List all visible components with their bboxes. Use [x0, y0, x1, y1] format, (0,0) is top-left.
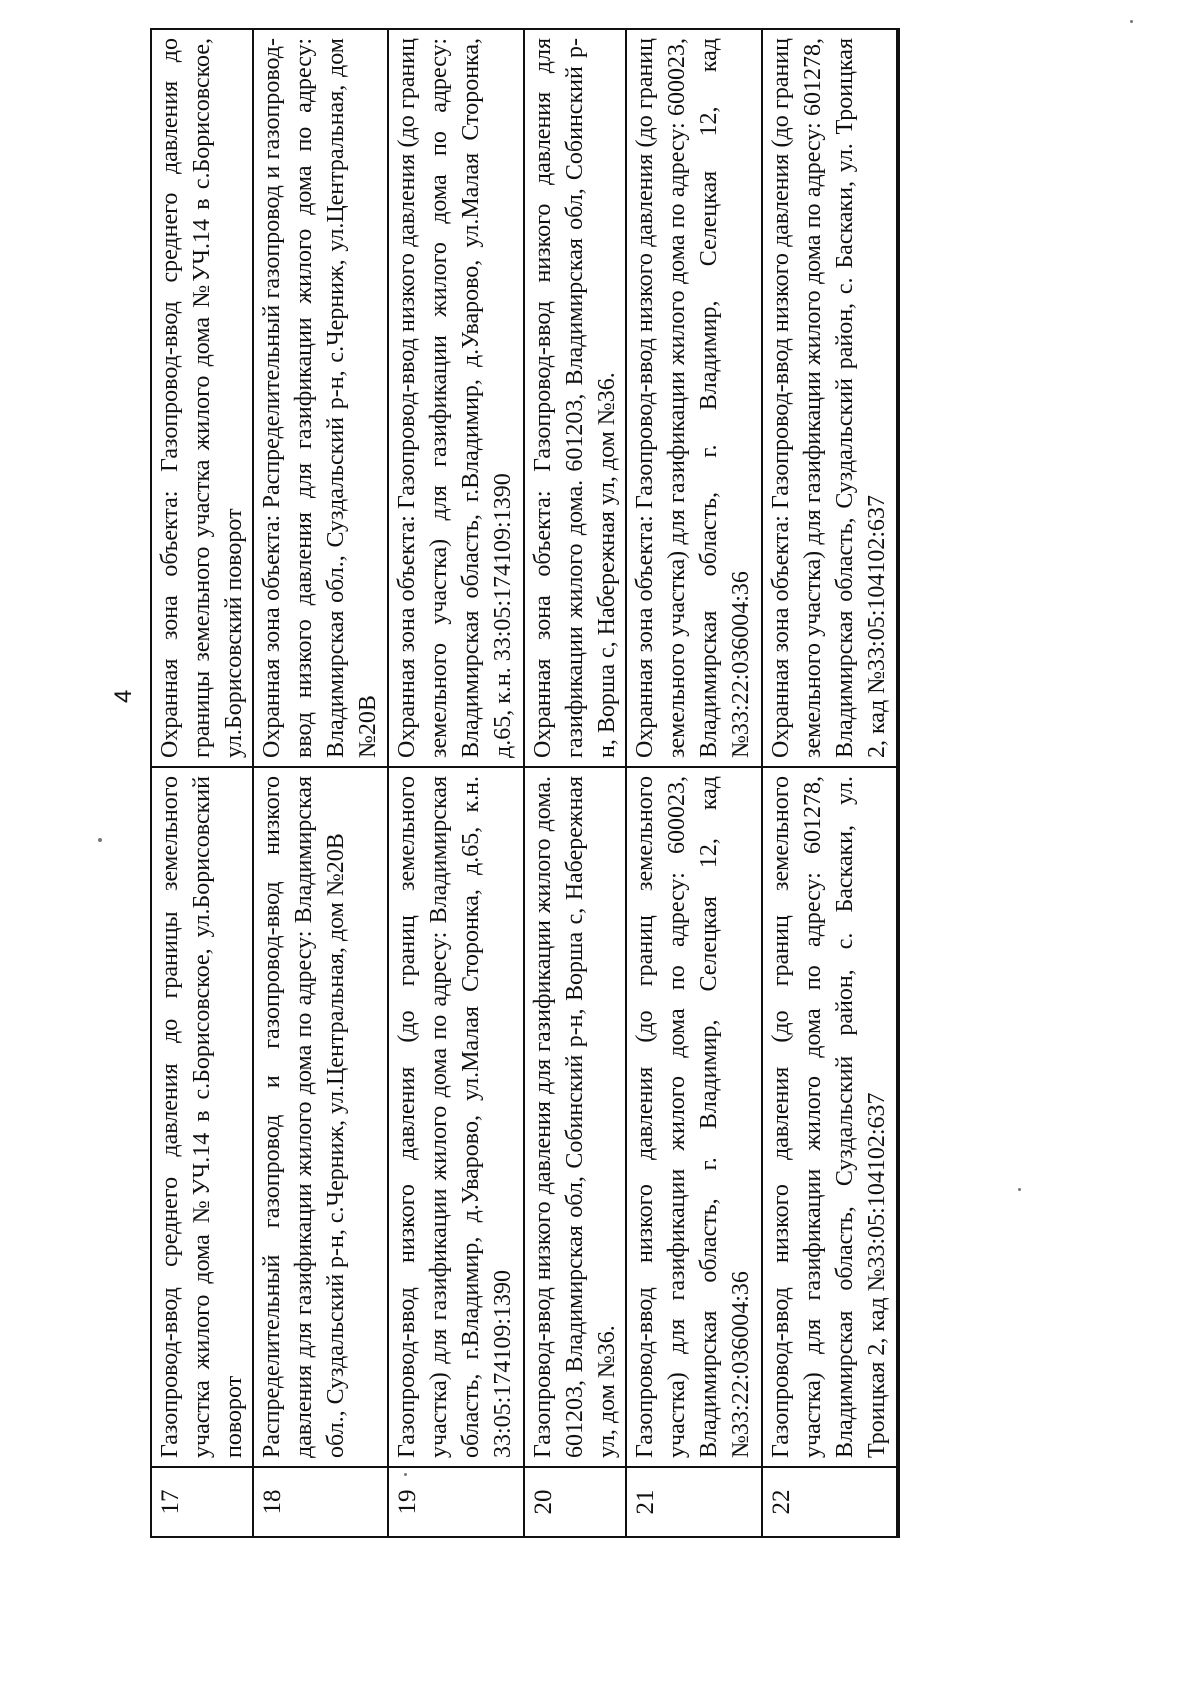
object-name-cell: Газопровод-ввод низкого давления (до границ земельного участка) для газификации жилого дома по адресу: 601278, Владимирская область, Суздальский район, с. Баскаки, ул. Троицкая 2, кад №33:05:104102:637: [763, 766, 896, 1466]
protection-zone-cell: Охранная зона объекта: Газопровод-ввод низкого давления для газификации жилого дома. 601203, Владимирская обл, Собинский р-н, Ворша с, Набережная ул, дом №36.: [529, 38, 620, 758]
table-row: [389, 30, 524, 1536]
table-row: [254, 30, 389, 1536]
object-name-cell: Газопровод-ввод среднего давления до границы земельного участка жилого дома №УЧ.14 в с.Борисовское, ул.Борисовский поворот: [152, 766, 252, 1466]
row-number: 20: [525, 1466, 626, 1536]
row-number: 21: [627, 1466, 760, 1536]
table-row: [763, 30, 898, 1536]
table-row: [627, 30, 762, 1536]
protection-zone-cell: Охранная зона объекта: Газопровод-ввод среднего давления до границы земельного участка жилого дома №УЧ.14 в с.Борисовское, ул.Борисовский поворот: [157, 38, 247, 758]
object-name-cell: Газопровод-ввод низкого давления (до границ земельного участка) для газификации жилого дома по адресу: 600023, Владимирская область, г. Владимир, Селецкая 12, кад №33:22:036004:36: [627, 766, 760, 1466]
table-row: [525, 30, 628, 1536]
scan-speck: [98, 838, 102, 842]
document-table: [150, 28, 900, 1538]
protection-zone-cell: Охранная зона объекта: Газопровод-ввод низкого давления (до границ земельного участка) для газификации жилого дома по адресу: 600023, Владимирская область, г. Владимир, Селецкая 12, кад №33:22:036004:36: [632, 38, 755, 758]
row-number: 18: [254, 1466, 387, 1536]
scan-speck: [1018, 1188, 1021, 1191]
protection-zone-cell: Охранная зона объекта: Газопровод-ввод низкого давления (до границ земельного участка) для газификации жилого дома по адресу: 601278, Владимирская область, Суздальский район, с. Баскаки, ул. Троицкая 2, кад №33:05:104102:637: [767, 38, 890, 758]
scan-speck: [1130, 20, 1133, 23]
row-number: 17: [152, 1466, 252, 1536]
scan-speck: [404, 1473, 407, 1476]
rotated-document-page: [110, 28, 900, 1538]
object-name-cell: Газопровод-ввод низкого давления (до границ земельного участка) для газификации жилого дома по адресу: Владимирская область, г.Владимир, д.Уварово, ул.Малая Сторонка, д.65, к.н. 33:05:174109:1390: [389, 766, 522, 1466]
protection-zone-cell: Охранная зона объекта: Газопровод-ввод низкого давления (до границ земельного участка) для газификации жилого дома по адресу: Владимирская область, г.Владимир, д.Уварово, ул.Малая Сторонка, д.65, к.н. 33:05:174109:1390: [394, 38, 517, 758]
object-name-cell: Распределительный газопровод и газопровод-ввод низкого давления для газификации жилого дома по адресу: Владимирская обл., Суздальский р-н, с.Черниж, ул.Центральная, дом №20В: [254, 766, 387, 1466]
object-name-cell: Газопровод-ввод низкого давления для газификации жилого дома. 601203, Владимирская обл, Собинский р-н, Ворша с, Набережная ул, дом №36.: [525, 766, 626, 1466]
table-row: [152, 30, 254, 1536]
protection-zone-cell: Охранная зона объекта: Распределительный газопровод и газопровод-ввод низкого давления для газификации жилого дома по адресу: Владимирская обл., Суздальский р-н, с.Черниж, ул.Центральная, дом №20В: [259, 38, 381, 758]
row-number: 22: [763, 1466, 896, 1536]
row-number: 19: [389, 1466, 522, 1536]
page-number: 4: [110, 689, 137, 703]
